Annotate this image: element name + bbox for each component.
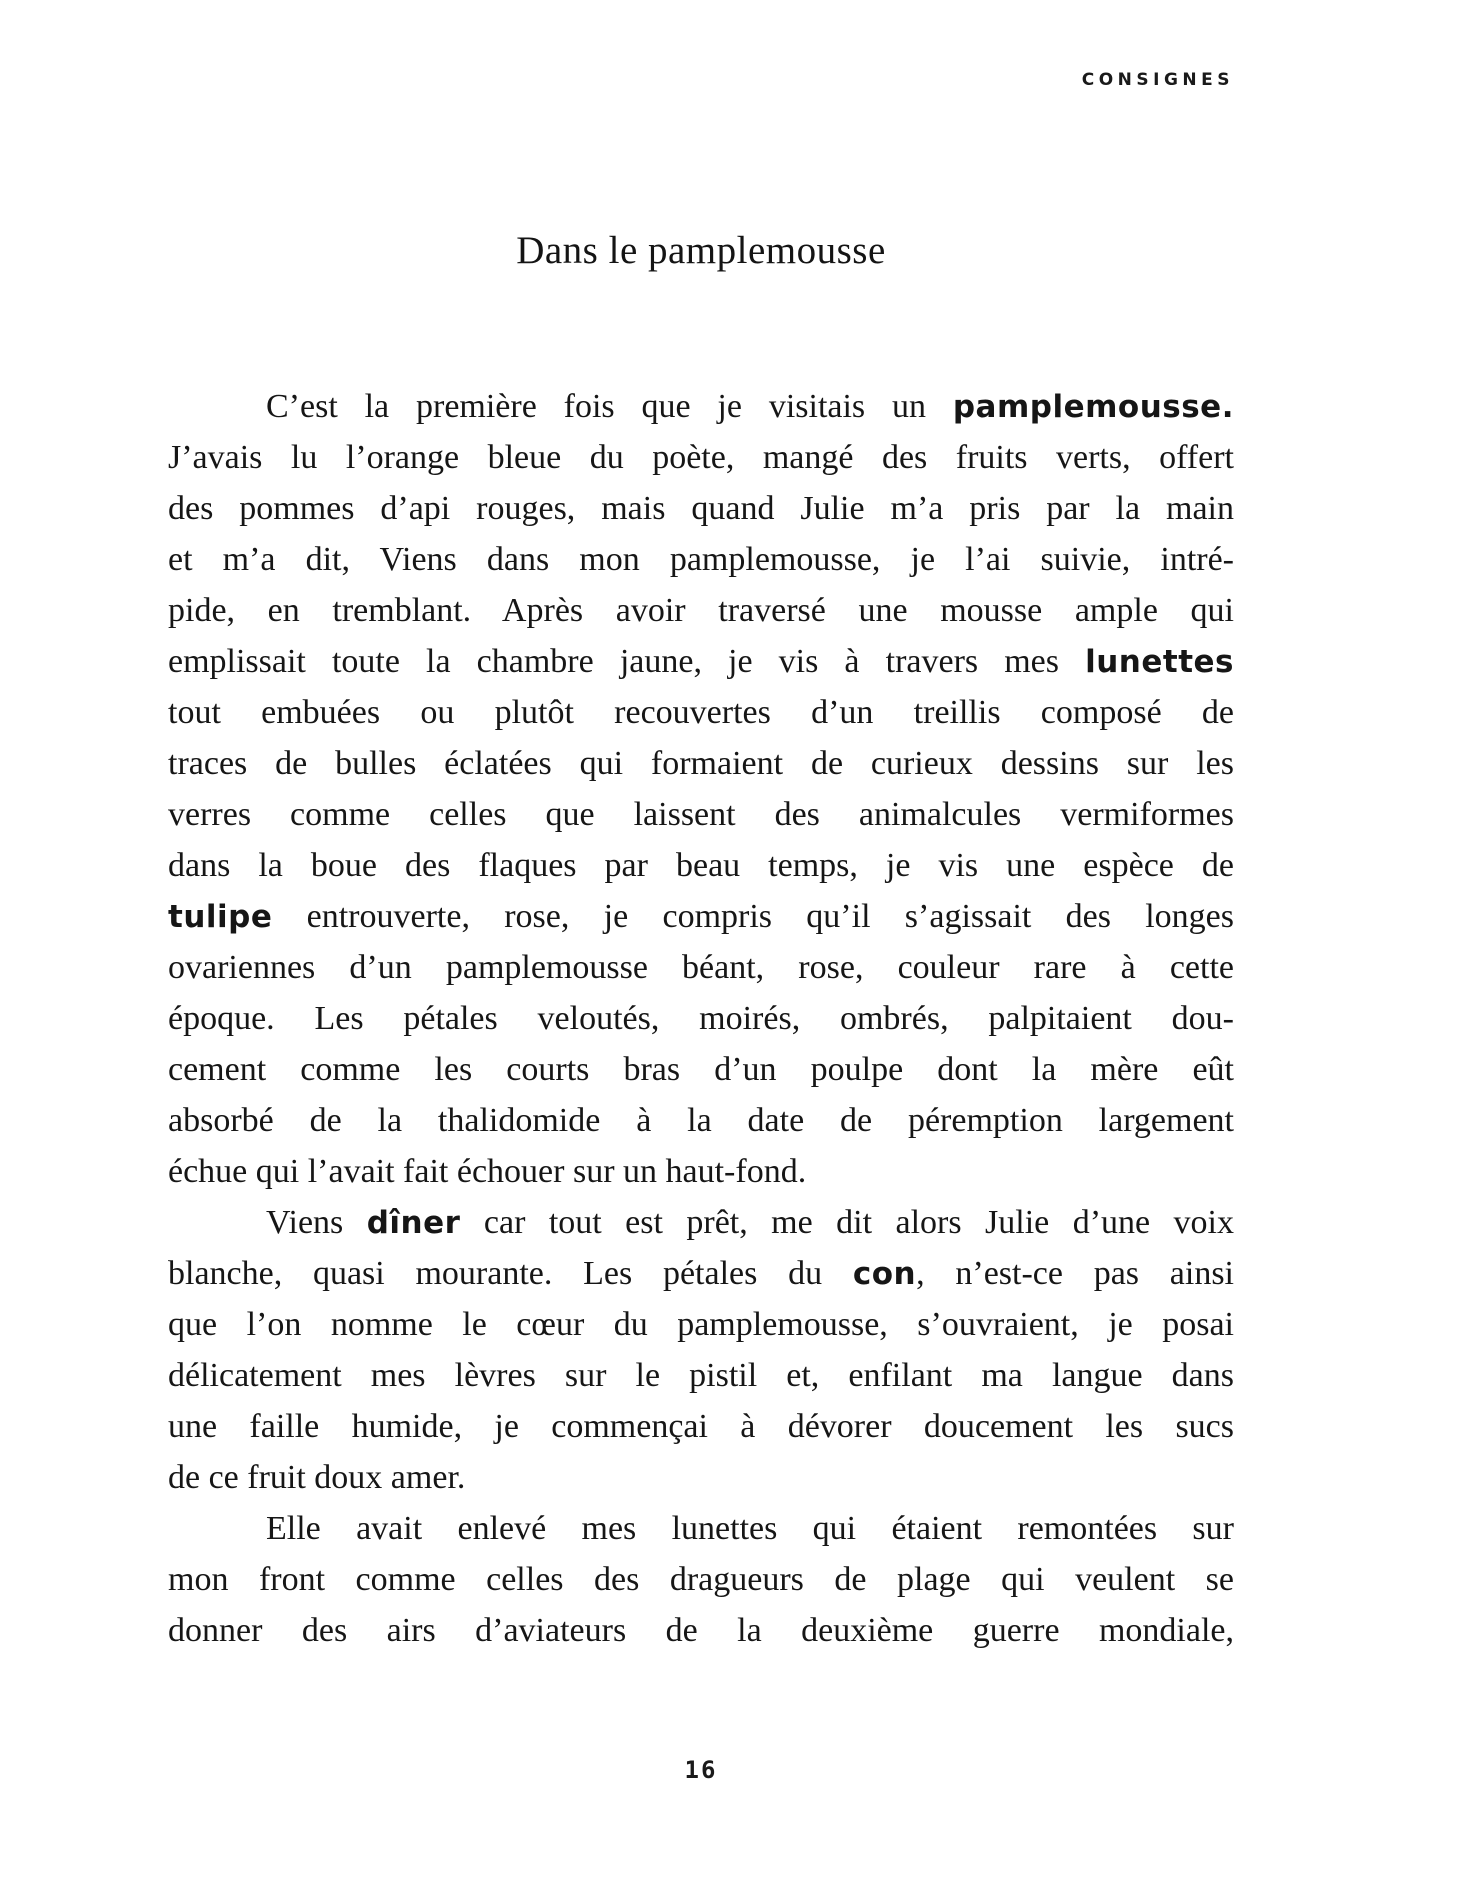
text-segment: cement comme les courts bras d’un poulpe dont la mère eût xyxy=(168,1051,1234,1088)
bold-keyword: dîner xyxy=(366,1205,461,1241)
text-segment: donner des airs d’aviateurs de la deuxième guerre mondiale, xyxy=(168,1612,1234,1649)
text-line xyxy=(168,840,1234,891)
text-line xyxy=(168,1554,1234,1605)
text-segment: , n’est-ce pas ainsi xyxy=(916,1255,1235,1292)
bold-keyword: lunettes xyxy=(1085,644,1234,680)
text-segment: tout embuées ou plutôt recouvertes d’un treillis composé de xyxy=(168,694,1234,731)
text-segment: mon front comme celles des dragueurs de plage qui veulent se xyxy=(168,1561,1234,1598)
text-segment: délicatement mes lèvres sur le pistil et, enfilant ma langue dans xyxy=(168,1357,1234,1394)
text-line xyxy=(168,381,1234,432)
text-line xyxy=(168,1248,1234,1299)
text-line xyxy=(168,1044,1234,1095)
text-segment: une faille humide, je commençai à dévorer doucement les sucs xyxy=(168,1408,1234,1445)
text-line xyxy=(168,1605,1234,1656)
text-line xyxy=(168,534,1234,585)
text-segment: blanche, quasi mourante. Les pétales du xyxy=(168,1255,853,1292)
text-segment: traces de bulles éclatées qui formaient de curieux dessins sur les xyxy=(168,745,1234,782)
text-line xyxy=(168,432,1234,483)
chapter-title: Dans le pamplemousse xyxy=(516,229,886,272)
text-segment: des pommes d’api rouges, mais quand Julie m’a pris par la main xyxy=(168,490,1234,527)
text-line xyxy=(168,789,1234,840)
text-line xyxy=(168,585,1234,636)
text-segment: échue qui l’avait fait échouer sur un haut-fond. xyxy=(168,1153,807,1190)
page-number: 16 xyxy=(684,1756,718,1784)
text-line xyxy=(168,993,1234,1044)
text-line xyxy=(168,1350,1234,1401)
text-segment: dans la boue des flaques par beau temps, je vis une espèce de xyxy=(168,847,1234,884)
text-line xyxy=(168,687,1234,738)
text-segment: J’avais lu l’orange bleue du poète, mangé des fruits verts, offert xyxy=(168,439,1234,476)
text-segment: époque. Les pétales veloutés, moirés, ombrés, palpitaient dou- xyxy=(168,1000,1234,1037)
text-segment: verres comme celles que laissent des animalcules vermiformes xyxy=(168,796,1234,833)
text-segment: ovariennes d’un pamplemousse béant, rose, couleur rare à cette xyxy=(168,949,1234,986)
text-segment: pide, en tremblant. Après avoir traversé une mousse ample qui xyxy=(168,592,1234,629)
text-line xyxy=(168,1401,1234,1452)
text-line xyxy=(168,1095,1234,1146)
text-line xyxy=(168,738,1234,789)
text-segment: car tout est prêt, me dit alors Julie d’une voix xyxy=(460,1204,1235,1241)
text-segment: entrouverte, rose, je compris qu’il s’agissait des longes xyxy=(272,898,1234,935)
running-header: CONSIGNES xyxy=(1081,70,1234,90)
text-line xyxy=(168,1299,1234,1350)
text-segment: Viens xyxy=(266,1204,367,1241)
text-line xyxy=(168,891,1234,942)
text-segment: et m’a dit, Viens dans mon pamplemousse, je l’ai suivie, intré- xyxy=(168,541,1234,578)
text-segment: absorbé de la thalidomide à la date de péremption largement xyxy=(168,1102,1234,1139)
text-segment: Elle avait enlevé mes lunettes qui étaient remontées sur xyxy=(266,1510,1234,1547)
text-line xyxy=(168,1452,1234,1503)
bold-keyword: pamplemousse. xyxy=(952,389,1234,425)
text-line xyxy=(168,1146,1234,1197)
text-segment: que l’on nomme le cœur du pamplemousse, s’ouvraient, je posai xyxy=(168,1306,1234,1343)
text-segment: de ce fruit doux amer. xyxy=(168,1459,466,1496)
bold-keyword: con xyxy=(852,1256,917,1292)
text-line xyxy=(168,942,1234,993)
text-line xyxy=(168,483,1234,534)
body-text xyxy=(168,381,1234,1656)
text-segment: emplissait toute la chambre jaune, je vis à travers mes xyxy=(168,643,1086,680)
bold-keyword: tulipe xyxy=(168,899,273,935)
text-segment: C’est la première fois que je visitais un xyxy=(266,388,953,425)
text-line xyxy=(168,1197,1234,1248)
text-line xyxy=(168,636,1234,687)
text-line xyxy=(168,1503,1234,1554)
